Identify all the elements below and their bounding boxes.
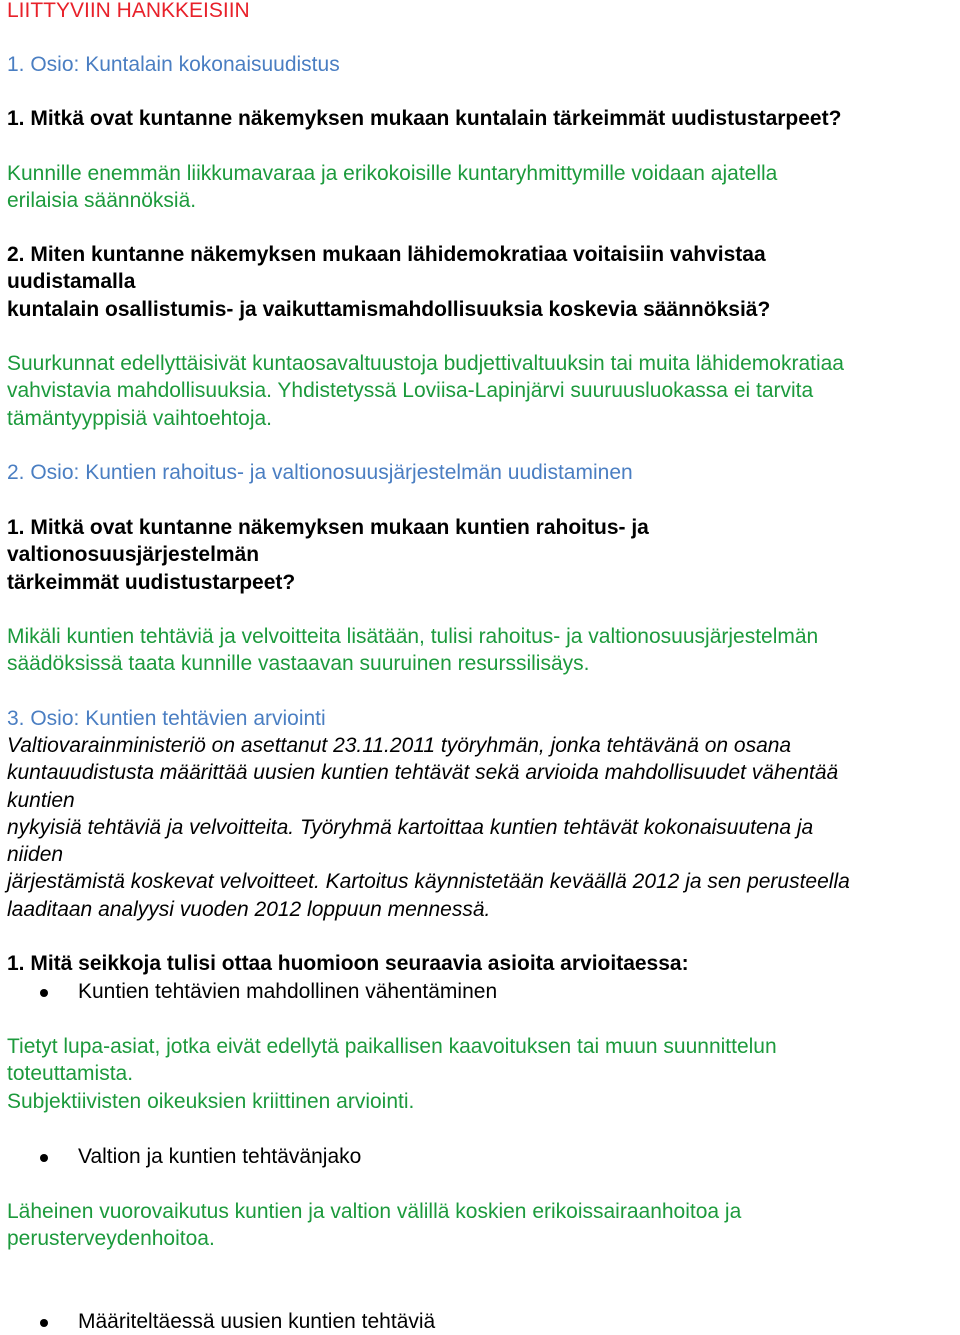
bullet-dot-icon	[40, 1154, 48, 1162]
section1-question-1: 1. Mitkä ovat kuntanne näkemyksen mukaan kuntalain tärkeimmät uudistustarpeet?	[7, 107, 842, 130]
section3-heading: 3. Osio: Kuntien tehtävien arviointi	[7, 707, 326, 730]
section1-heading: 1. Osio: Kuntalain kokonaisuudistus	[7, 53, 340, 76]
section3-answer-1: Tietyt lupa-asiat, jotka eivät edellytä paikallisen kaavoituksen tai muun suunnittelun toteuttamista. Subjektiivisten oikeuksien kriittinen arviointi.	[7, 1035, 777, 1113]
section1-answer-2: Suurkunnat edellyttäisivät kuntaosavaltuustoja budjettivaltuuksin tai muita lähidemokratiaa vahvistavia mahdollisuuksia. Yhdistetyssä Loviisa-Lapinjärvi suuruusluokassa ei tarvita tämäntyyppisiä vaihtoehtoja.	[7, 352, 844, 430]
section2-question-1: 1. Mitkä ovat kuntanne näkemyksen mukaan kuntien rahoitus- ja valtionosuusjärjestelmän tärkeimmät uudistustarpeet?	[7, 516, 649, 594]
document-title: LIITTYVIIN HANKKEISIIN	[7, 0, 250, 22]
section3-answer-2: Läheinen vuorovaikutus kuntien ja valtion välillä koskien erikoissairaanhoitoa ja perusterveydenhoitoa.	[7, 1200, 742, 1251]
section3-question-1: 1. Mitä seikkoja tulisi ottaa huomioon seuraavia asioita arvioitaessa:	[7, 952, 689, 975]
section1-question-2: 2. Miten kuntanne näkemyksen mukaan lähidemokratiaa voitaisiin vahvistaa uudistamalla kuntalain osallistumis- ja vaikuttamismahdollisuuksia koskevia säännöksiä?	[7, 243, 771, 321]
section2-heading: 2. Osio: Kuntien rahoitus- ja valtionosuusjärjestelmän uudistaminen	[7, 461, 633, 484]
bullet-dot-icon	[40, 1319, 48, 1327]
section2-answer-1: Mikäli kuntien tehtäviä ja velvoitteita lisätään, tulisi rahoitus- ja valtionosuusjärjestelmän säädöksissä taata kunnille vastaavan suuruinen resurssilisäys.	[7, 625, 819, 676]
bullet-dot-icon	[40, 989, 48, 997]
section3-intro: Valtiovarainministeriö on asettanut 23.11.2011 työryhmän, jonka tehtävänä on osana kuntauudistusta määrittää uusien kuntien tehtävät sekä arvioida mahdollisuudet vähentää kuntien nykyisiä tehtäviä ja velvoitteita. Työryhmä kartoittaa kuntien tehtävät kokonaisuutena ja niiden järjestämistä koskevat velvoitteet. Kartoitus käynnistetään keväällä 2012 ja sen perusteella laaditaan analyysi vuoden 2012 loppuun mennessä.	[7, 734, 850, 921]
section1-answer-1: Kunnille enemmän liikkumavaraa ja erikokoisille kuntaryhmittymille voidaan ajatella erilaisia säännöksiä.	[7, 162, 778, 213]
